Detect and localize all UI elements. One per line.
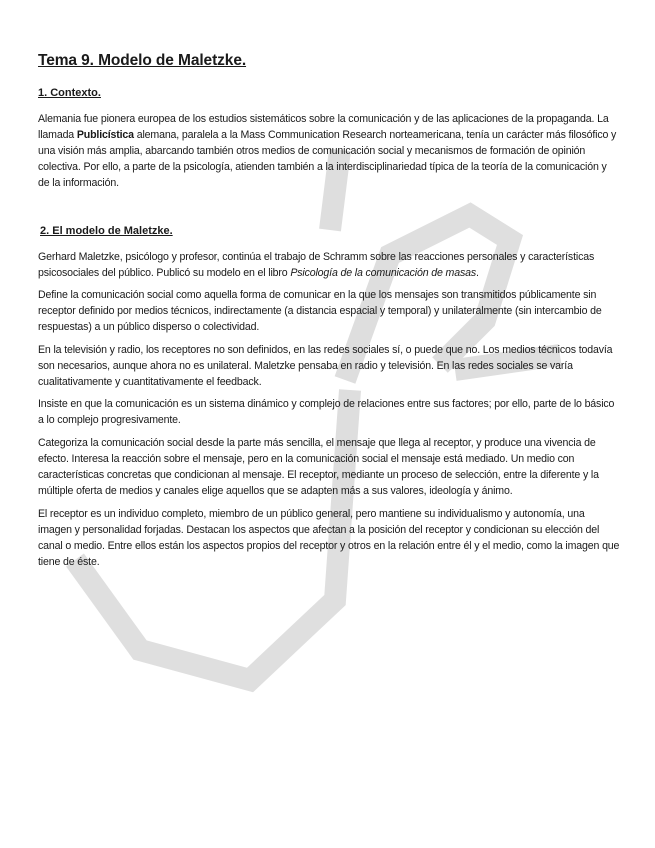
paragraph: Gerhard Maletzke, psicólogo y profesor, continúa el trabajo de Schramm sobre las reacciones personales y características psicosociales del público. Publicó su modelo en el libro Psicología de la comunicación de masas.: [38, 250, 595, 279]
paragraph: Insiste en que la comunicación es un sistema dinámico y complejo de relaciones entre sus factores; por ello, parte de lo básico a lo complejo progresivamente.: [38, 398, 615, 427]
bold-term-publicistica: Publicística: [76, 129, 134, 141]
document-page: [38, 52, 620, 576]
paragraph: En la televisión y radio, los receptores no son definidos, en las redes sociales sí, o puede que no. Los medios técnicos todavía son necesarios, aunque ahora no es unilateral. Maletzke pensaba en radio y televisión. En las redes sociales se varía cualitativamente y cuantitativamente el feedback.: [38, 343, 613, 388]
paragraph: Categoriza la comunicación social desde la parte más sencilla, el mensaje que llega al receptor, y produce una vivencia de efecto. Interesa la reacción sobre el mensaje, pero en la comunicación social el mensaje está mediado. Un medio con características concretas que condicionan al mensaje. El receptor, mediante un proceso de selección, entre la diferente y la múltiple oferta de medios y canales elige aquellos que se adapten más a sus valores, ideología y ánimo.: [38, 436, 599, 497]
paragraph: Alemania fue pionera europea de los estudios sistemáticos sobre la comunicación y de las aplicaciones de la propaganda. La llamada Publicística alemana, paralela a la Mass Communication Research norteamericana, tenía un carácter más filosófico y una visión más amplia, abarcando también otros medios de comunicación social y mecanismos de formación de opinión colectiva. Por ello, a parte de la psicología, atienden también a la interdisciplinariedad típica de la teoría de la comunicación y de la información.: [38, 113, 617, 189]
section-heading-contexto: 1. Contexto.: [38, 87, 101, 99]
book-title: Psicología de la comunicación de masas: [290, 266, 477, 279]
paragraph: El receptor es un individuo completo, miembro de un público general, pero mantiene su individualismo y autonomía, una imagen y personalidad forjadas. Destacan los aspectos que afectan a la posición del receptor y condicionan su elección del canal o medio. Entre ellos están los aspectos propios del receptor y otros en la relación entre él y el medio, como la imagen que tiene de éste.: [38, 507, 620, 568]
section-heading-modelo: 2. El modelo de Maletzke.: [40, 224, 173, 237]
document-title: Tema 9. Modelo de Maletzke.: [38, 52, 247, 69]
paragraph: Define la comunicación social como aquella forma de comunicar en la que los mensajes son transmitidos públicamente sin receptor definido por medios técnicos, indirectamente (a distancia espacial y temporal) y unilateralmente (sin intercambio de respuestas) a un público disperso o colectividad.: [38, 289, 602, 334]
